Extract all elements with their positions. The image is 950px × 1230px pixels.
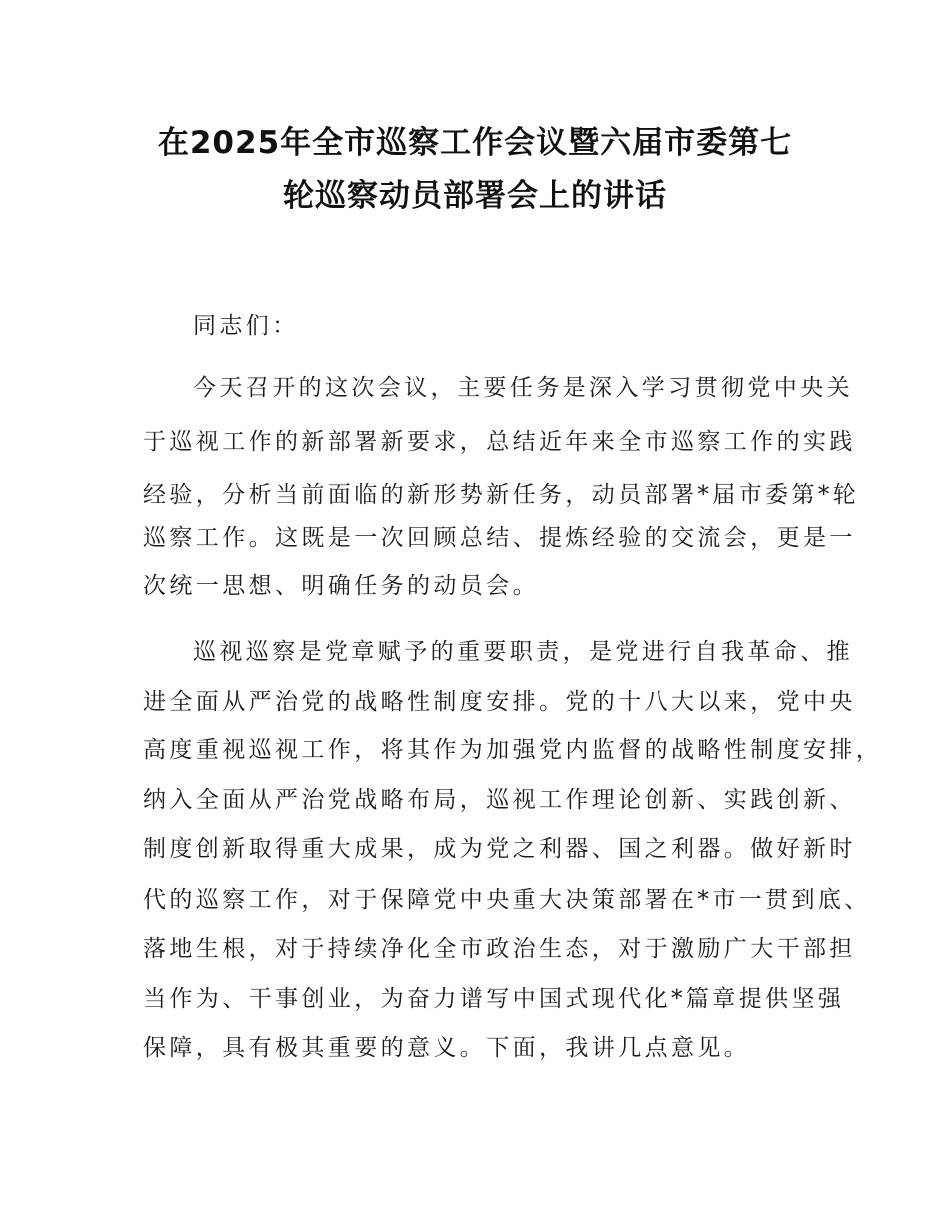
paragraph-2-line-3: 高度重视巡视工作，将其作为加强党内监督的战略性制度安排， xyxy=(143,737,883,763)
document-title-line-2: 轮巡察动员部署会上的讲话 xyxy=(283,178,667,214)
paragraph-2-line-7: 落地生根，对于持续净化全市政治生态，对于激励广大干部担 xyxy=(143,936,856,962)
paragraph-2-line-1: 巡视巡察是党章赋予的重要职责，是党进行自我革命、推 xyxy=(193,639,853,665)
paragraph-2-line-9: 保障，具有极其重要的意义。下面，我讲几点意见。 xyxy=(143,1035,751,1061)
paragraph-2-line-5: 制度创新取得重大成果，成为党之利器、国之利器。做好新时 xyxy=(143,836,856,862)
paragraph-2-line-4: 纳入全面从严治党战略布局，巡视工作理论创新、实践创新、 xyxy=(143,787,856,813)
paragraph-2-line-6: 代的巡察工作，对于保障党中央重大决策部署在*市一贯到底、 xyxy=(143,887,871,913)
paragraph-1-line-4: 巡察工作。这既是一次回顾总结、提炼经验的交流会，更是一 xyxy=(143,525,856,551)
paragraph-1-line-2: 于巡视工作的新部署新要求，总结近年来全市巡察工作的实践 xyxy=(143,429,856,455)
salutation: 同志们： xyxy=(193,313,299,339)
document-title-line-1: 在2025年全市巡察工作会议暨六届市委第七 xyxy=(157,125,793,161)
paragraph-2-line-2: 进全面从严治党的战略性制度安排。党的十八大以来，党中央 xyxy=(143,689,856,715)
paragraph-1-line-3: 经验，分析当前面临的新形势新任务，动员部署*届市委第*轮 xyxy=(143,482,860,508)
paragraph-1-line-1: 今天召开的这次会议，主要任务是深入学习贯彻党中央关 xyxy=(193,375,853,401)
paragraph-2-line-8: 当作为、干事创业，为奋力谱写中国式现代化*篇章提供坚强 xyxy=(143,986,845,1012)
paragraph-1-line-5: 次统一思想、明确任务的动员会。 xyxy=(143,573,539,599)
